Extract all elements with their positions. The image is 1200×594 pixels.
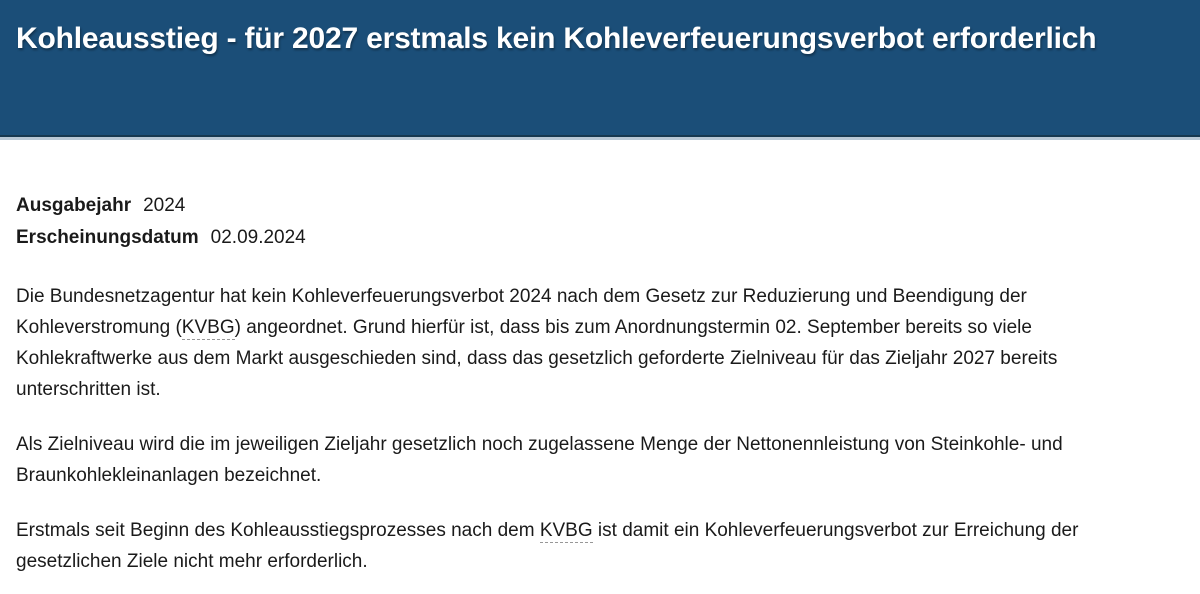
header-accent-line [0, 137, 1200, 140]
paragraph-1 [16, 281, 1102, 405]
page-title: Kohleausstieg - für 2027 erstmals kein Kohleverfeuerungsverbot erforderlich [16, 22, 1097, 55]
meta-label-ausgabejahr: Ausgabejahr [16, 195, 132, 216]
paragraph-1-text-before: Die Bundesnetzagentur hat kein Kohleverfeuerungsverbot 2024 nach dem Gesetz zur Reduzierung und Beendigung der Kohleverstromung ( [16, 286, 1027, 338]
paragraph-3-text-after: ist damit ein Kohleverfeuerungsverbot zur Erreichung der gesetzlichen Ziele nicht mehr erforderlich. [16, 520, 1079, 572]
paragraph-3 [16, 515, 1102, 577]
article-content [0, 190, 1102, 577]
kvbg-link-2[interactable]: KVBG [539, 520, 593, 541]
meta-label-erscheinungsdatum: Erscheinungsdatum [16, 227, 199, 248]
meta-value-ausgabejahr: 2024 [143, 195, 186, 216]
page-header [0, 0, 1200, 137]
paragraph-2: Als Zielniveau wird die im jeweiligen Zieljahr gesetzlich noch zugelassene Menge der Nettonennleistung von Steinkohle- und Braunkohlekleinanlagen bezeichnet. [16, 434, 1063, 486]
paragraph-1-text-after: ) angeordnet. Grund hierfür ist, dass bis zum Anordnungstermin 02. September bereits so viele Kohlekraftwerke aus dem Markt ausgeschieden sind, dass das gesetzlich geforderte Zielniveau für das Zieljahr 2027 bereits unterschritten ist. [16, 317, 1058, 400]
meta-row-erscheinungsdatum [16, 222, 1102, 254]
meta-row-ausgabejahr [16, 190, 1102, 222]
meta-value-erscheinungsdatum: 02.09.2024 [210, 227, 306, 248]
paragraph-3-text-before: Erstmals seit Beginn des Kohleausstiegsprozesses nach dem [16, 520, 540, 541]
kvbg-link-1[interactable]: KVBG [181, 317, 235, 338]
meta-block [16, 190, 1102, 254]
